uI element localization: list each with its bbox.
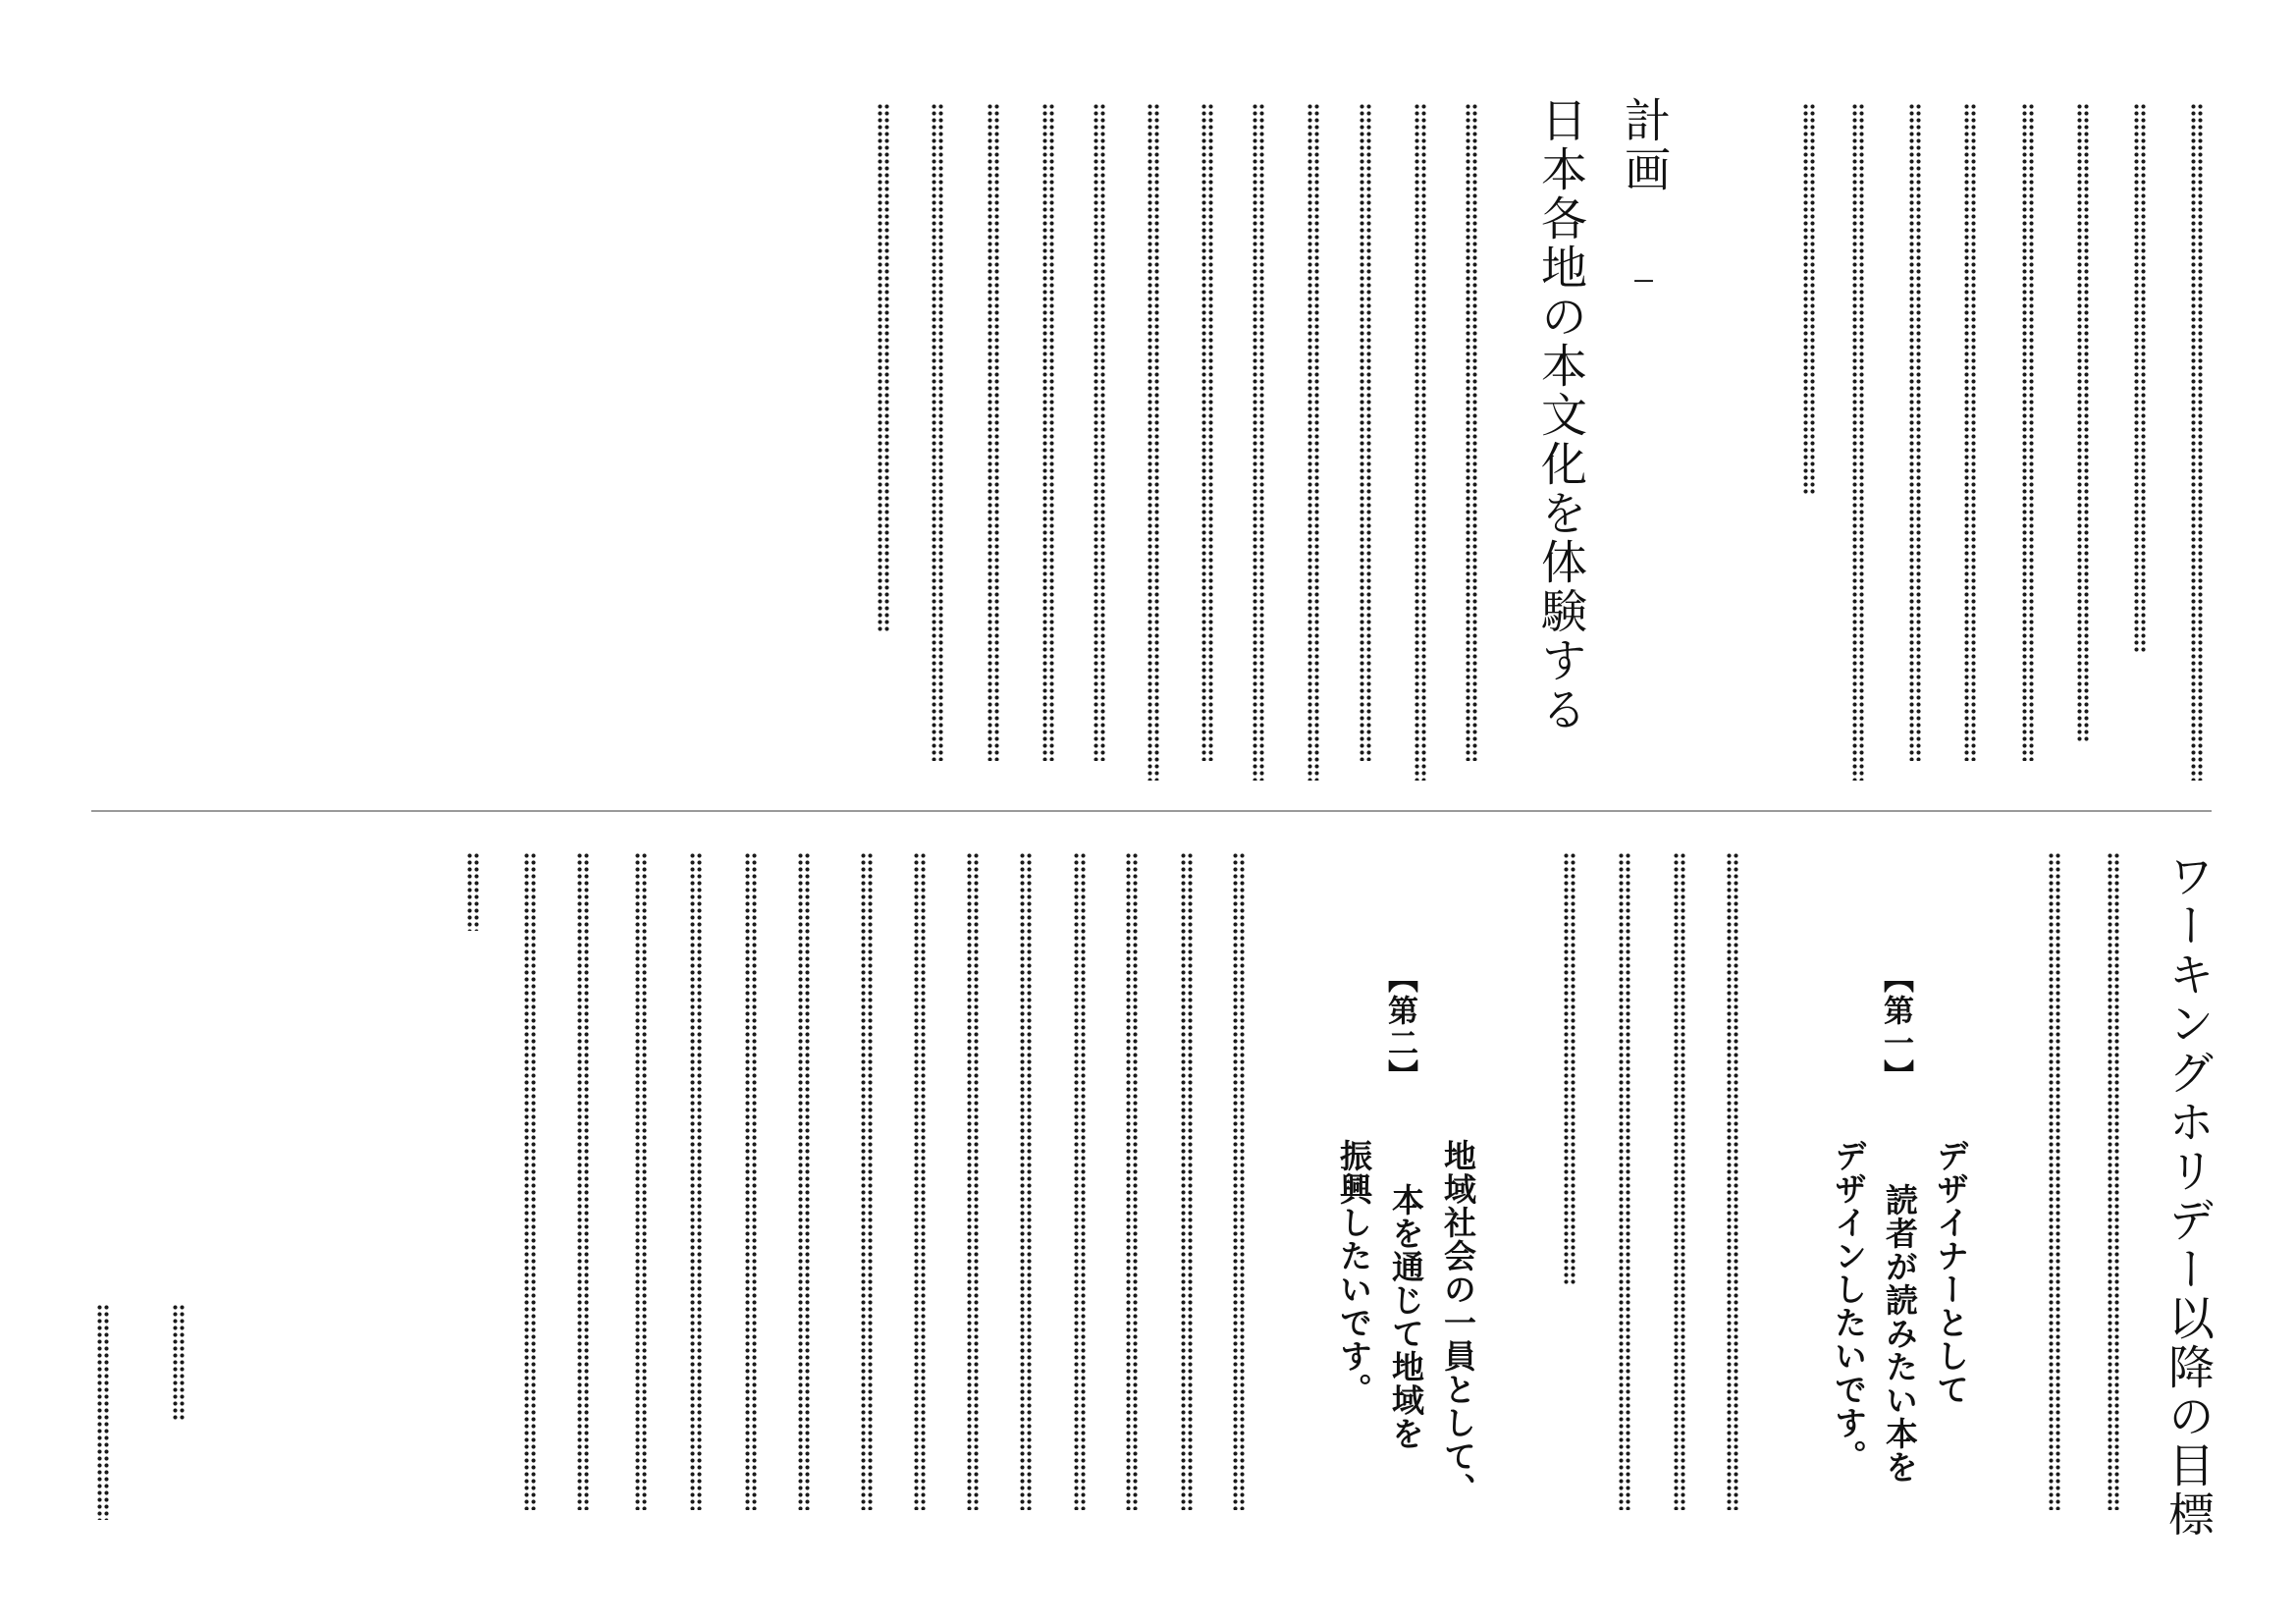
text-column bbox=[576, 852, 589, 1510]
goal-1-line-3: デザインしたいです。 bbox=[1830, 1139, 1868, 1473]
goal-2-line-1: 地域社会の一員として、 bbox=[1439, 1139, 1477, 1506]
text-column bbox=[987, 103, 999, 761]
text-column bbox=[1726, 852, 1738, 1510]
goal-1-line-1: デザイナーとして bbox=[1932, 1139, 1970, 1406]
text-column bbox=[523, 852, 536, 1510]
text-column bbox=[1093, 103, 1105, 761]
section-title-plan: 計画 – bbox=[1617, 96, 1671, 308]
text-column bbox=[797, 852, 810, 1510]
goal-2-label: 【第二】 bbox=[1382, 962, 1417, 1092]
section-title-goals: ワーキングホリデー以降の目標 bbox=[2161, 852, 2215, 1540]
text-column bbox=[1019, 852, 1032, 1510]
text-column bbox=[1414, 103, 1426, 781]
text-column bbox=[1963, 103, 1976, 761]
text-column bbox=[1673, 852, 1685, 1510]
section-divider bbox=[91, 810, 2212, 812]
text-column bbox=[744, 852, 757, 1510]
text-column bbox=[1147, 103, 1159, 781]
text-column bbox=[913, 852, 926, 1510]
text-column bbox=[966, 852, 979, 1510]
text-column bbox=[96, 1304, 109, 1520]
text-column bbox=[2048, 852, 2060, 1510]
text-column bbox=[2021, 103, 2034, 761]
text-column bbox=[2133, 103, 2146, 653]
text-column bbox=[877, 103, 889, 633]
text-column bbox=[1851, 103, 1864, 781]
goal-2-line-3: 振興したいです。 bbox=[1335, 1139, 1373, 1406]
text-column bbox=[1359, 103, 1371, 761]
text-column bbox=[1908, 103, 1921, 761]
text-column bbox=[1041, 103, 1054, 761]
text-column bbox=[1073, 852, 1086, 1510]
text-column bbox=[2107, 852, 2119, 1510]
text-column bbox=[1180, 852, 1193, 1510]
text-column bbox=[1307, 103, 1319, 781]
text-column bbox=[1201, 103, 1213, 761]
text-column bbox=[1618, 852, 1630, 1510]
section-subtitle: 日本各地の本文化を体験する bbox=[1533, 96, 1587, 734]
goal-1-line-2: 読者が読みたい本を bbox=[1881, 1183, 1919, 1484]
goal-1-label: 【第一】 bbox=[1878, 962, 1913, 1092]
text-column bbox=[172, 1304, 185, 1422]
goal-2-line-2: 本を通じて地域を bbox=[1387, 1183, 1425, 1450]
text-column bbox=[860, 852, 873, 1510]
text-column bbox=[1125, 852, 1138, 1510]
text-column bbox=[931, 103, 943, 761]
text-column bbox=[1465, 103, 1477, 761]
text-column bbox=[2190, 103, 2203, 781]
text-column bbox=[634, 852, 647, 1510]
text-column bbox=[1563, 852, 1575, 1284]
text-column bbox=[1232, 852, 1245, 1510]
text-column bbox=[2076, 103, 2089, 741]
text-column bbox=[466, 852, 479, 931]
text-column bbox=[1252, 103, 1264, 781]
text-column bbox=[1802, 103, 1815, 496]
text-column bbox=[689, 852, 702, 1510]
